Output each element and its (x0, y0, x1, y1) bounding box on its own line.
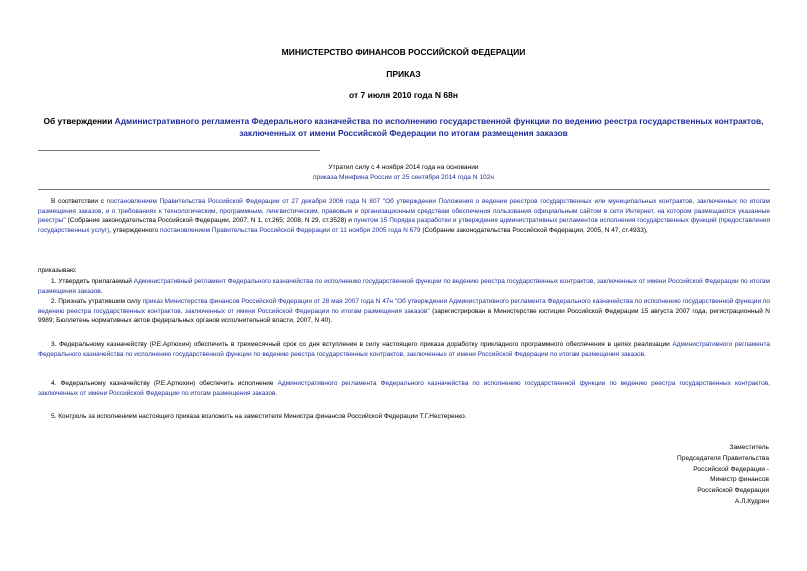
item-4: 4. Федеральному казначейству (Р.Е.Артюхин) обеспечить исполнение Административного регламента Федерального казначейства по исполнению государственной функции по ведению реестра государственных контрактов, заключенных от имени Российской Федерации по итогам размещения заказов. (38, 380, 770, 397)
regulation-link-1[interactable]: Административный регламент Федерального казначейства по исполнению государственной функции по ведению реестра государственных контрактов, заключенных от имени Российской Федерации по итогам размещения заказов (38, 278, 770, 295)
preamble-paragraph: В соответствии с постановлением Правительства Российской Федерации от 27 декабря 2006 года N 807 "Об утверждении Положения о ведении реестров государственных или муниципальных контрактов, заключенных по итогам размещения заказов, и о требованиях к технологическим, программным, лингвистическим, правовым и организационным средствам обеспечения пользования официальным сайтом в сети Интернет, на котором размещаются указанные реестры" (Собрание законодательства Российской Федерации, 2007, N 1, ст.265; 2008, N 29, ст.3528) и пунктом 15 Порядка разработки и утверждения административных регламентов исполнения государственных функций (предоставления государственных услуг), утвержденного постановлением Правительства Российской Федерации от 11 ноября 2005 года N 679 (Собрание законодательства Российской Федерации, 2005, N 47, ст.4933), (38, 198, 770, 234)
signature-line: Заместитель (729, 444, 769, 451)
resolution-679-link[interactable]: постановлением Правительства Российской Федерации от 11 ноября 2005 года N 679 (159, 226, 421, 234)
status-note (0, 163, 807, 183)
item-1: 1. Утвердить прилагаемый Административный регламент Федерального казначейства по исполнению государственной функции по ведению реестра государственных контрактов, заключенных от имени Российской Федерации по итогам размещения заказов. (38, 278, 770, 295)
item-2: 2. Признать утратившим силу приказ Министерства финансов Российской Федерации от 28 мая 2007 года N 47н "Об утверждении Административного регламента Федерального казначейства по исполнению государственной функции по ведению реестра государственных контрактов, заключенных от имени Российской Федерации по итогам размещения заказов" (зарегистрирован в Министерстве юстиции Российской Федерации 15 августа 2007 года, регистрационный N 9989; Бюллетень нормативных актов федеральных органов исполнительной власти, 2007, N 40). (38, 298, 771, 325)
divider-full (38, 189, 770, 190)
order-word: приказываю: (38, 267, 77, 274)
regulation-link-4[interactable]: Административного регламента Федерального казначейства по исполнению государственной функции по ведению реестра государственных контрактов, заключенных от имени Российской Федерации по итогам размещения заказов (38, 380, 770, 397)
clause-15-link[interactable]: пунктом 15 Порядка разработки и утверждения административных регламентов исполнения государственных функций (предоставления государственных услуг) (38, 217, 770, 234)
title-regulation-link[interactable]: Административного регламента Федерального казначейства по исполнению государственной функции по ведению реестра государственных контрактов, заключенных от имени Российской Федерации по итогам размещения заказов (114, 116, 764, 138)
regulation-link-3[interactable]: Административного регламента Федерального казначейства по исполнению государственной функции по ведению реестра государственных контрактов, заключенных от имени Российской Федерации по итогам размещения заказов (38, 341, 770, 358)
signature-line: Российской Федерации - (693, 465, 769, 473)
repeal-order-link[interactable]: приказа Минфина России от 25 сентября 2014 года N 102н (312, 174, 495, 181)
signature-line: Председателя Правительства (677, 454, 769, 462)
ministry-heading: МИНИСТЕРСТВО ФИНАНСОВ РОССИЙСКОЙ ФЕДЕРАЦИИ (281, 47, 526, 57)
signatory-name: А.Л.Кудрин (734, 497, 769, 505)
signature-line: Российской Федерации (697, 487, 769, 495)
order-47n-link[interactable]: приказ Министерства финансов Российской Федерации от 28 мая 2007 года N 47н "Об утверждении Административного регламента Федерального казначейства по исполнению государственной функции по ведению реестра государственных контрактов, заключенных от имени Российской Федерации по итогам размещения заказов" (38, 298, 771, 315)
page-title: Об утверждении Административного регламента Федерального казначейства по исполнению государственной функции по ведению реестра государственных контрактов, заключенных от имени Российской Федерации по итогам размещения заказов (43, 116, 764, 138)
doc-type-heading: ПРИКАЗ (386, 69, 421, 79)
item-5: 5. Контроль за исполнением настоящего приказа возложить на заместителя Министра финансов Российской Федерации Т.Г.Нестеренко. (51, 413, 467, 420)
signature-line: Министр финансов (710, 476, 769, 484)
divider-short (38, 150, 320, 151)
status-note-text: Утратил силу с 4 ноября 2014 года на основании (328, 164, 479, 171)
resolution-807-link[interactable]: постановлением Правительства Российской Федерации от 27 декабря 2006 года N 807 "Об утверждении Положения о ведении реестров государственных или муниципальных контрактов, заключенных по итогам размещения заказов, и о требованиях к технологическим, программным, лингвистическим, правовым и организационным средствам обеспечения пользования официальным сайтом в сети Интернет, на котором размещаются указанные реестры" (38, 198, 770, 225)
doc-date: от 7 июля 2010 года N 68н (349, 90, 458, 100)
signature-block (677, 443, 769, 508)
item-3: 3. Федеральному казначейству (Р.Е.Артюхин) обеспечить в трехмесячный срок со дня вступления в силу настоящего приказа доработку прикладного программного обеспечения в целях реализации Административного регламента Федерального казначейства по исполнению государственной функции по ведению реестра государственных контрактов, заключенных от имени Российской Федерации по итогам размещения заказов. (38, 341, 770, 358)
